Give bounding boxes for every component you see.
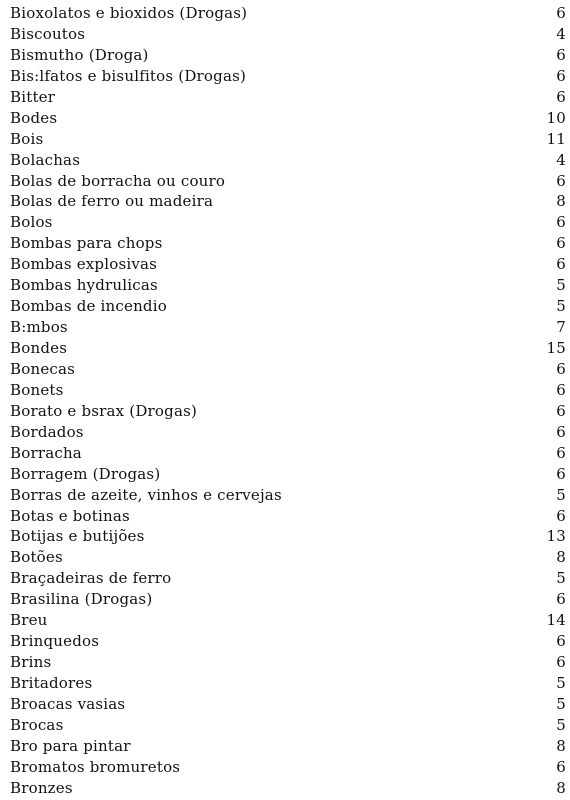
entry-value: 6: [556, 443, 566, 462]
list-item: [10, 652, 566, 673]
entry-value: 7: [556, 318, 566, 337]
entry-value: 5: [556, 485, 566, 504]
entry-term: Bombas explosivas: [10, 255, 158, 274]
entry-value: 6: [556, 4, 566, 22]
entry-value: 6: [556, 171, 566, 190]
entry-term: Bromatos bromuretos: [10, 757, 181, 776]
list-item: [10, 526, 566, 547]
entry-term: Britadores: [10, 674, 93, 692]
list-item: [10, 778, 566, 799]
entry-value: 6: [556, 632, 566, 651]
list-item: [10, 66, 566, 87]
list-item: [10, 506, 566, 527]
list-item: [10, 87, 566, 108]
entry-term: Botões: [10, 548, 63, 567]
list-item: [10, 296, 566, 317]
entry-value: 6: [556, 590, 566, 609]
entry-term: B:mbos: [10, 318, 68, 337]
entry-value: 6: [556, 255, 566, 274]
entry-term: Bonets: [10, 380, 64, 399]
entry-value: 6: [556, 653, 566, 672]
entry-value: 6: [556, 87, 566, 106]
entry-term: Borragem (Drogas): [10, 464, 161, 483]
entry-term: Botas e botinas: [10, 506, 130, 525]
list-item: [10, 45, 566, 66]
list-item: [10, 631, 566, 652]
entry-term: Brasilina (Drogas): [10, 590, 153, 609]
list-item: [10, 715, 566, 736]
entry-term: Bolos: [10, 213, 53, 232]
list-item: [10, 191, 566, 212]
list-item: [10, 757, 566, 778]
entry-value: 8: [556, 736, 566, 755]
list-item: [10, 673, 566, 694]
entry-term: Bis:lfatos e bisulfitos (Drogas): [10, 66, 247, 85]
list-item: [10, 150, 566, 171]
entry-value: 6: [556, 464, 566, 483]
entry-value: 6: [556, 66, 566, 85]
entry-value: 5: [556, 297, 566, 316]
entry-term: Botijas e butijões: [10, 527, 145, 546]
list-item: [10, 736, 566, 757]
entry-value: 8: [556, 778, 566, 797]
entry-term: Bondes: [10, 339, 68, 357]
entry-term: Brins: [10, 653, 52, 672]
list-item: [10, 108, 566, 129]
entry-value: 6: [556, 506, 566, 525]
list-item: [10, 547, 566, 568]
entry-value: 5: [556, 569, 566, 588]
list-item: [10, 610, 566, 631]
list-item: [10, 129, 566, 150]
entry-term: Borras de azeite, vinhos e cervejas: [10, 485, 282, 504]
list-item: [10, 171, 566, 192]
list-item: [10, 401, 566, 422]
entry-term: Bronzes: [10, 778, 73, 797]
entry-term: Bonecas: [10, 359, 76, 378]
entry-value: 4: [556, 24, 566, 43]
list-item: [10, 422, 566, 443]
entry-term: Bodes: [10, 108, 58, 127]
entry-term: Borato e bsrax (Drogas): [10, 401, 198, 420]
list-item: [10, 380, 566, 401]
list-item: [10, 568, 566, 589]
list-item: [10, 212, 566, 233]
list-item: [10, 338, 566, 359]
entry-term: Bitter: [10, 87, 56, 106]
list-item: [10, 589, 566, 610]
entry-term: Bordados: [10, 422, 84, 441]
index-list: [10, 3, 566, 799]
entry-value: 6: [556, 401, 566, 420]
entry-value: 6: [556, 234, 566, 253]
entry-term: Bro para pintar: [10, 736, 131, 755]
entry-term: Bioxolatos e bioxidos (Drogas): [10, 4, 248, 22]
entry-value: 8: [556, 548, 566, 567]
entry-value: 5: [556, 674, 566, 692]
entry-term: Brinquedos: [10, 632, 100, 651]
entry-value: 5: [556, 276, 566, 295]
entry-value: 5: [556, 694, 566, 713]
list-item: [10, 464, 566, 485]
entry-value: 14: [546, 611, 566, 630]
list-item: [10, 3, 566, 24]
entry-term: Bombas para chops: [10, 234, 163, 253]
entry-value: 6: [556, 757, 566, 776]
entry-value: 6: [556, 213, 566, 232]
list-item: [10, 443, 566, 464]
entry-term: Bolas de borracha ou couro: [10, 171, 226, 190]
entry-value: 13: [546, 527, 566, 546]
entry-value: 5: [556, 715, 566, 734]
list-item: [10, 275, 566, 296]
entry-value: 6: [556, 422, 566, 441]
entry-term: Braçadeiras de ferro: [10, 569, 172, 588]
list-item: [10, 254, 566, 275]
entry-term: Brocas: [10, 715, 64, 734]
list-item: [10, 359, 566, 380]
list-item: [10, 317, 566, 338]
list-item: [10, 485, 566, 506]
entry-value: 6: [556, 380, 566, 399]
list-item: [10, 24, 566, 45]
entry-value: 8: [556, 192, 566, 211]
entry-term: Bombas hydrulicas: [10, 276, 158, 295]
list-item: [10, 233, 566, 254]
entry-term: Borracha: [10, 443, 82, 462]
entry-term: Broacas vasias: [10, 694, 126, 713]
entry-term: Bois: [10, 129, 44, 148]
entry-value: 4: [556, 150, 566, 169]
entry-term: Bolas de ferro ou madeira: [10, 192, 214, 211]
entry-value: 11: [546, 129, 566, 148]
entry-term: Biscoutos: [10, 24, 86, 43]
entry-value: 10: [546, 108, 566, 127]
entry-term: Bombas de incendio: [10, 297, 167, 316]
entry-value: 15: [546, 339, 566, 357]
entry-term: Bismutho (Droga): [10, 45, 149, 64]
entry-value: 6: [556, 359, 566, 378]
entry-term: Bolachas: [10, 150, 81, 169]
entry-term: Breu: [10, 611, 48, 630]
entry-value: 6: [556, 45, 566, 64]
list-item: [10, 694, 566, 715]
